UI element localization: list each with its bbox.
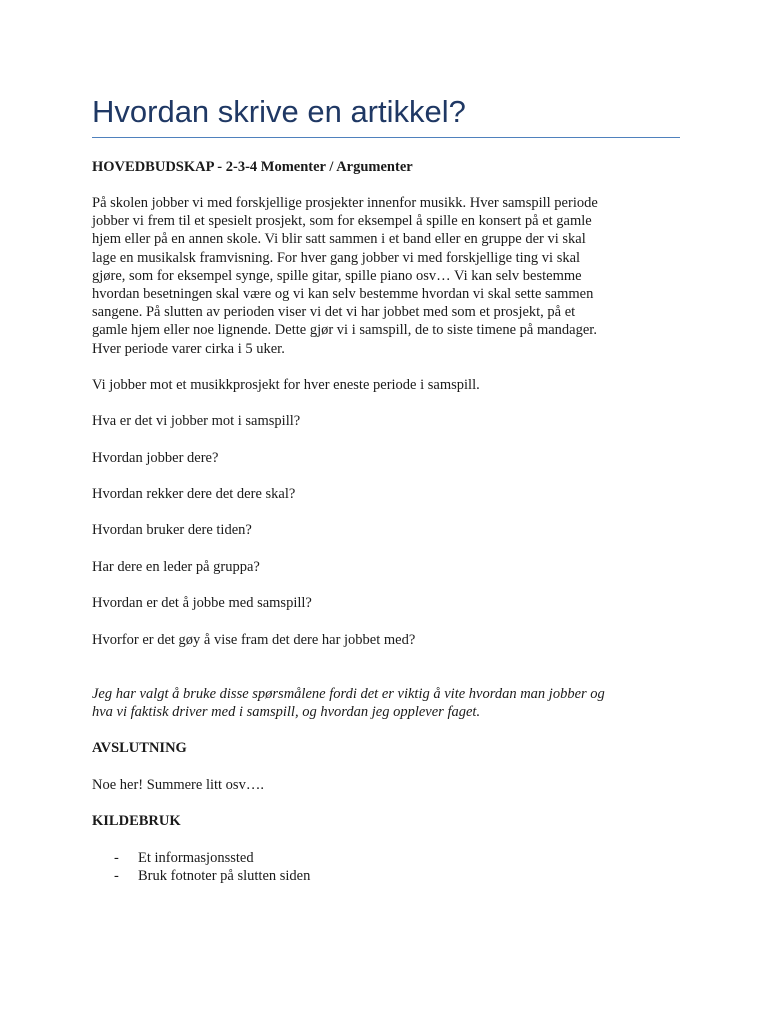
reflection-paragraph — [92, 685, 680, 721]
intro-line: gjøre, som for eksempel synge, spille gitar, spille piano osv… Vi kan selv bestemme — [92, 267, 582, 284]
statement-text: Vi jobber mot et musikkprosjekt for hver eneste periode i samspill. — [92, 377, 480, 393]
conclusion-text: Noe her! Summere litt osv…. — [92, 777, 264, 793]
intro-line: hjem eller på en annen skole. Vi blir satt sammen i et band eller en gruppe der vi skal — [92, 231, 586, 248]
dash-bullet: - — [114, 850, 119, 866]
list-item — [92, 867, 680, 885]
question-item: Hvorfor er det gøy å vise fram det dere har jobbet med? — [92, 632, 416, 648]
question-item: Har dere en leder på gruppa? — [92, 559, 260, 575]
intro-line: sangene. På slutten av perioden viser vi det vi har jobbet med som et prosjekt, på et — [92, 304, 576, 321]
intro-line: På skolen jobber vi med forskjellige prosjekter innenfor musikk. Hver samspill periode — [92, 195, 598, 211]
intro-line: Hver periode varer cirka i 5 uker. — [92, 340, 285, 357]
intro-paragraph — [92, 194, 680, 358]
document-title: Hvordan skrive en artikkel? — [92, 94, 466, 129]
title-underline — [92, 137, 680, 138]
list-item-text: Et informasjonssted — [138, 850, 254, 866]
question-item: Hvordan jobber dere? — [92, 450, 219, 466]
question-item: Hvordan er det å jobbe med samspill? — [92, 595, 312, 611]
intro-line: lage en musikalsk framvisning. For hver gang jobber vi med forskjellige ting vi skal — [92, 249, 581, 266]
list-item — [92, 849, 680, 867]
intro-line: hvordan besetningen skal være og vi kan selv bestemme hvordan vi skal sette sammen — [92, 286, 594, 303]
intro-line: gamle hjem eller noe lignende. Dette gjør vi i samspill, de to siste timene på mandager. — [92, 322, 597, 339]
heading-conclusion: AVSLUTNING — [92, 740, 187, 756]
reflection-line: hva vi faktisk driver med i samspill, og hvordan jeg opplever faget. — [92, 704, 481, 721]
question-item: Hvordan bruker dere tiden? — [92, 522, 252, 538]
reflection-line: Jeg har valgt å bruke disse spørsmålene fordi det er viktig å vite hvordan man jobber og — [92, 686, 605, 702]
heading-main-message: HOVEDBUDSKAP - 2-3-4 Momenter / Argumenter — [92, 159, 413, 175]
sources-list — [92, 849, 680, 885]
dash-bullet: - — [114, 868, 119, 884]
intro-line: jobber vi frem til et spesielt prosjekt, som for eksempel å spille en konsert på et gamle — [92, 213, 592, 230]
heading-sources: KILDEBRUK — [92, 813, 181, 829]
question-item: Hva er det vi jobber mot i samspill? — [92, 413, 301, 429]
list-item-text: Bruk fotnoter på slutten siden — [138, 868, 311, 884]
question-item: Hvordan rekker dere det dere skal? — [92, 486, 296, 502]
